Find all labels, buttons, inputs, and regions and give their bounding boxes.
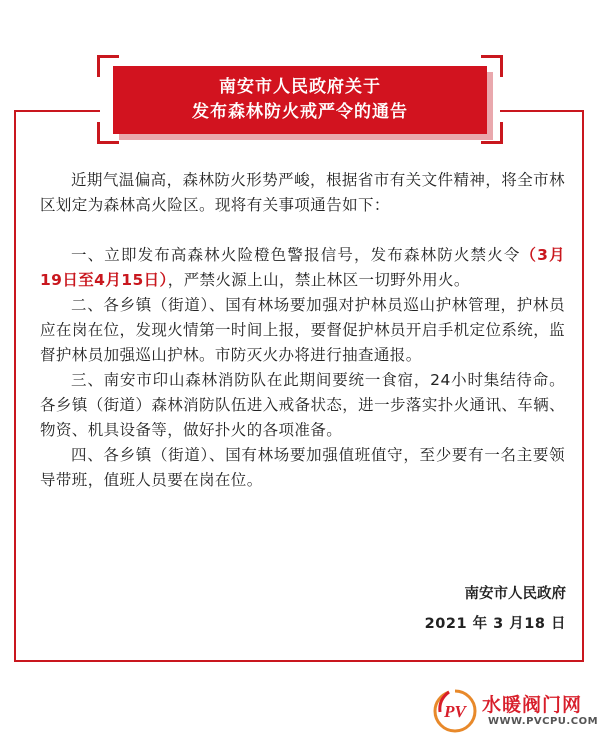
watermark-url: WWW.PVCPU.COM [488, 716, 599, 727]
item-1-text-end: ，严禁火源上山，禁止林区一切野外用火。 [167, 271, 470, 289]
title-line-2: 发布森林防火戒严令的通告 [192, 102, 408, 122]
title-line-1: 南安市人民政府关于 [219, 77, 381, 97]
paragraph-item-1 [40, 243, 565, 293]
date-range-highlight: （3月19日至4月15日） [40, 246, 565, 289]
watermark [432, 686, 600, 738]
paragraph-item-3: 三、南安市印山森林消防队在此期间要统一食宿，24小时集结待命。各乡镇（街道）森林消防队伍进入戒备状态，进一步落实扑火通讯、车辆、物资、机具设备等，做好扑火的各项准备。 [40, 371, 565, 439]
logo-letters: PV [444, 702, 466, 721]
paragraph-intro: 近期气温偏高，森林防火形势严峻，根据省市有关文件精神，将全市林区划定为森林高火险区。现将有关事项通告如下： [40, 171, 565, 214]
signature-date: 2021 年 3 月18 日 [424, 616, 566, 632]
signature-org: 南安市人民政府 [464, 586, 566, 602]
item-1-text: 一、立即发布高森林火险橙色警报信号，发布森林防火禁火令 [71, 246, 521, 264]
title-banner [113, 66, 487, 134]
paragraph-item-2: 二、各乡镇（街道）、国有林场要加强对护林员巡山护林管理，护林员应在岗在位，发现火情第一时间上报，要督促护林员开启手机定位系统，监督护林员加强巡山护林。市防灭火办将进行抽查通报。 [40, 296, 565, 364]
notice-body [40, 168, 565, 493]
pv-logo-icon [432, 688, 478, 734]
paragraph-item-4: 四、各乡镇（街道）、国有林场要加强值班值守，至少要有一名主要领导带班，值班人员要在岗在位。 [40, 446, 565, 489]
watermark-site-name: 水暖阀门网 [482, 694, 583, 716]
